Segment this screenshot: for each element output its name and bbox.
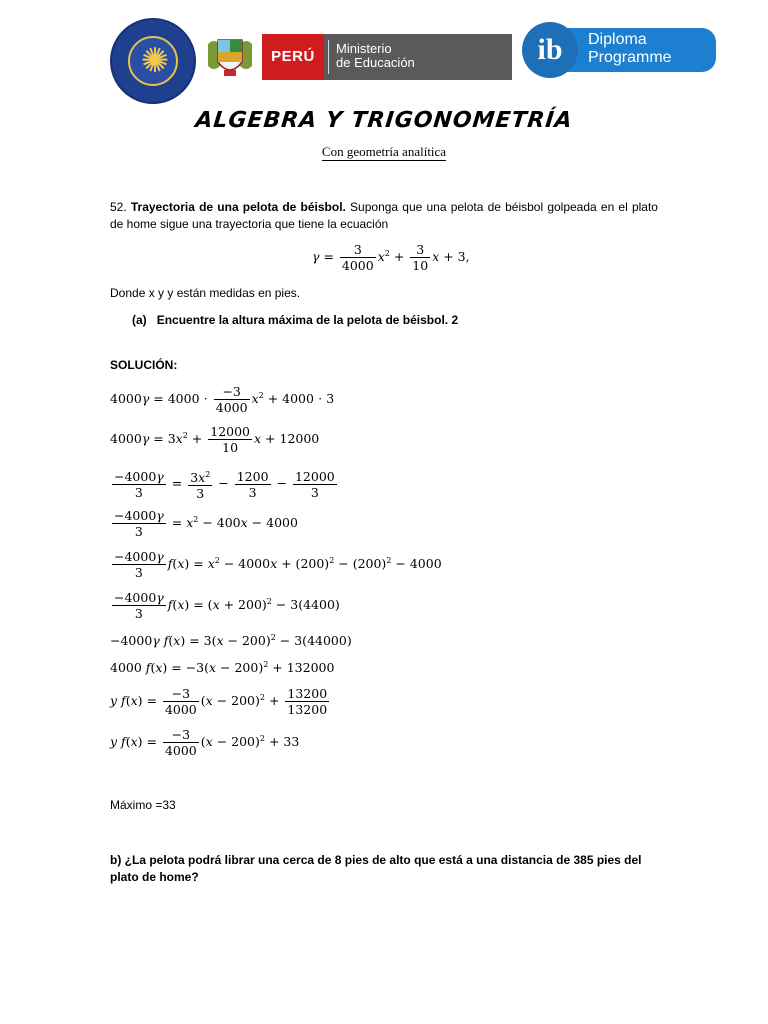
part-a-label: (a) bbox=[132, 313, 147, 327]
ib-line-1: Diploma bbox=[588, 31, 647, 48]
ministry-line-2: de Educación bbox=[336, 55, 415, 70]
part-b bbox=[110, 852, 658, 886]
problem-heading: Trayectoria de una pelota de béisbol. bbox=[130, 200, 346, 214]
ib-logo: ib bbox=[537, 33, 563, 66]
problem-statement bbox=[110, 199, 658, 233]
problem-text: Suponga que una pelota de béisbol golpeada en el plato de home sigue una trayectoria que tiene la ecuación bbox=[110, 200, 658, 231]
maximum-result: Máximo =33 bbox=[110, 798, 176, 812]
ib-programme-label bbox=[588, 31, 672, 67]
solution-step-2: $4000\gamma = 3x^2$ + $\frac{12000}{10}$ x + 12000 bbox=[110, 424, 320, 455]
solution-step-6: $\frac{-4000\gamma}{3}$ $f(x) = (x + 200)^2 - 3(4400)$ bbox=[114, 590, 340, 621]
part-a bbox=[132, 312, 458, 329]
ib-line-2: Programme bbox=[588, 49, 672, 66]
ministry-divider bbox=[328, 40, 329, 74]
ministry-banner bbox=[324, 34, 512, 80]
university-seal-logo bbox=[110, 18, 196, 104]
solution-step-4: $\frac{-4000\gamma}{3}$ = $x^2 - 400x - 4000$ bbox=[114, 508, 298, 539]
page-title: ALGEBRA Y TRIGONOMETRÍA bbox=[194, 108, 574, 133]
solution-step-1: 4000γ = 4000 ⋅ $\frac{-3}{4000}$ $x^2 + 4000 \cdot 3$ bbox=[110, 384, 335, 415]
solution-step-5: $\frac{-4000\gamma}{3}$ $f(x) = x^2 - 4000x + (200)^2 - (200)^2 - 4000$ bbox=[114, 549, 442, 580]
part-b-text: ¿La pelota podrá librar una cerca de 8 pies de alto que está a una distancia de 385 pies del plato de home? bbox=[110, 853, 642, 884]
solution-label: SOLUCIÓN: bbox=[110, 358, 178, 372]
part-a-text: Encuentre la altura máxima de la pelota de béisbol. 2 bbox=[156, 313, 459, 327]
peru-coat-of-arms-logo bbox=[204, 36, 256, 80]
problem-number: 52. bbox=[110, 200, 127, 214]
peru-brand-label: PERÚ bbox=[262, 34, 324, 80]
solution-step-10: y f(x) = $\frac{-3}{4000}$ $(x - 200)^2 + 33$ bbox=[110, 727, 300, 758]
solution-step-9: y f(x) = $\frac{-3}{4000}$ $(x - 200)^2$ + $\frac{13200}{13200}$ bbox=[110, 686, 328, 717]
part-b-label: b) bbox=[110, 853, 122, 867]
solution-step-8: 4000 $f(x) = -3(x - 200)^2 + 132000$ bbox=[110, 660, 335, 676]
solution-step-7: −4000γ $f(x) = 3(x - 200)^2 - 3(44000)$ bbox=[110, 633, 352, 649]
seal-star-icon: ✺ bbox=[140, 42, 170, 80]
ministry-line-1: Ministerio bbox=[336, 41, 392, 56]
subtitle-text: Con geometría analítica bbox=[321, 144, 447, 159]
trajectory-equation: γ = $\frac{3}{4000}$ $x^2$ + $\frac{3}{10}$ x + 3, bbox=[312, 242, 470, 273]
page-subtitle bbox=[0, 144, 768, 160]
units-note: Donde x y y están medidas en pies. bbox=[110, 286, 301, 300]
solution-step-3: $\frac{-4000\gamma}{3}$ = $\frac{3x^2}{3}$ − $\frac{1200}{3}$ − $\frac{12000}{3}$ bbox=[114, 468, 335, 502]
